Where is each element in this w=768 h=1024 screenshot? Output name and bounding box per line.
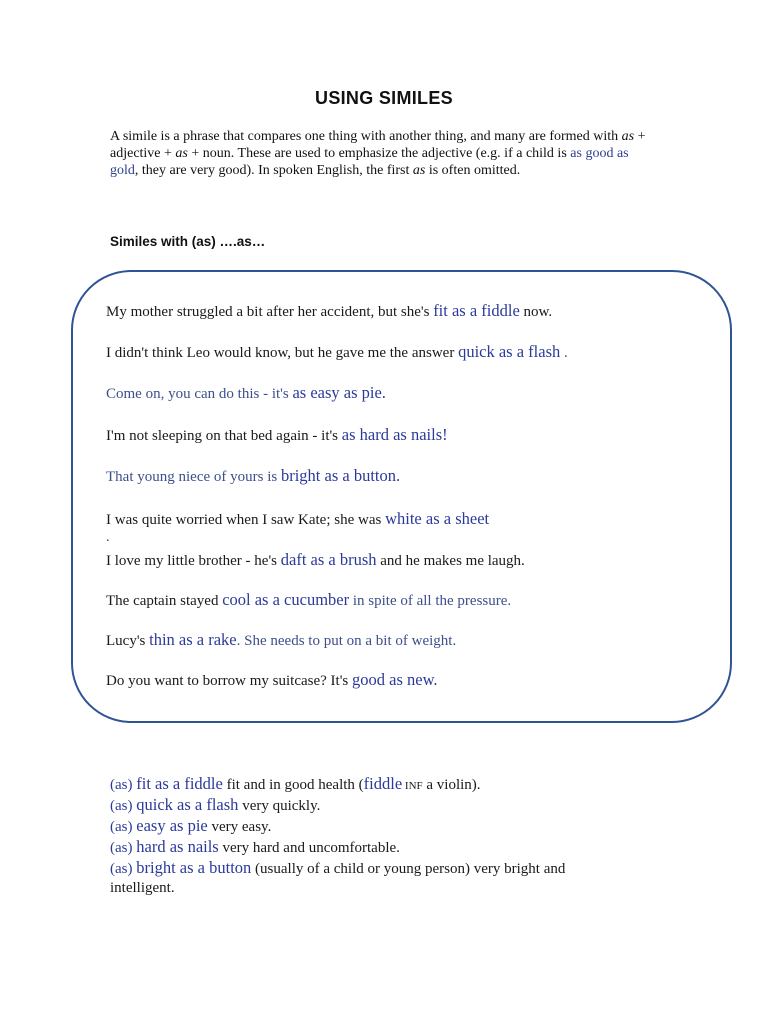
- example-simile: white as a sheet: [385, 509, 490, 528]
- intro-text-1: A simile is a phrase that compares one thing with another thing, and many are formed with: [110, 129, 622, 144]
- example-text: My mother struggled a bit after her accident, but she's: [106, 304, 434, 320]
- example-sentence: [106, 630, 456, 650]
- example-simile: as easy as pie: [292, 383, 382, 402]
- examples-box: [71, 270, 732, 723]
- example-text: and he makes me laugh.: [376, 553, 525, 569]
- example-text: .: [560, 345, 568, 361]
- glossary-term-secondary: fiddle: [363, 774, 403, 793]
- example-sentence: [106, 670, 438, 690]
- glossary-prefix: (as): [110, 777, 137, 793]
- example-sentence: [106, 550, 525, 570]
- example-simile: as hard as nails!: [341, 425, 448, 444]
- example-text: I'm not sleeping on that bed again - it's: [106, 428, 342, 444]
- example-text: .: [381, 383, 386, 402]
- glossary-definition: fit and in good health (: [222, 777, 364, 793]
- glossary-prefix: (as): [110, 798, 137, 814]
- glossary-definition: very hard and uncomfortable.: [218, 840, 400, 856]
- example-text: I love my little brother - he's: [106, 553, 281, 569]
- intro-text-2: + adjective +: [110, 129, 646, 161]
- example-text: The captain stayed: [106, 593, 223, 609]
- example-sentence: [106, 301, 552, 321]
- intro-text-4: , they are very good). In spoken English, the first: [134, 163, 413, 178]
- example-simile: daft as a brush: [280, 550, 377, 569]
- example-sentence: [106, 342, 568, 362]
- glossary-entry: [110, 774, 481, 794]
- section-subheading: Similes with (as) ….as…: [110, 234, 266, 249]
- glossary-prefix: (as): [110, 840, 137, 856]
- glossary-term: fit as a fiddle: [136, 774, 223, 793]
- example-text: That young niece of yours is: [106, 469, 281, 485]
- glossary-continuation: intelligent.: [110, 880, 175, 896]
- example-text: in spite of all the pressure.: [349, 593, 512, 609]
- stray-period: .: [106, 530, 110, 545]
- glossary-inf-label: INF: [402, 780, 423, 792]
- glossary-definition-end: a violin).: [422, 777, 481, 793]
- example-sentence: [106, 466, 400, 486]
- example-text: Lucy's: [106, 633, 150, 649]
- example-text: .: [396, 466, 401, 485]
- intro-example: as good as gold: [110, 146, 629, 178]
- glossary-term: quick as a flash: [136, 795, 239, 814]
- glossary-definition: very quickly.: [238, 798, 321, 814]
- example-sentence: [106, 425, 448, 445]
- example-sentence: [106, 590, 511, 610]
- glossary-definition: very easy.: [207, 819, 272, 835]
- example-text: Do you want to borrow my suitcase? It's: [106, 673, 352, 689]
- glossary-term: easy as pie: [136, 816, 208, 835]
- example-text: I was quite worried when I saw Kate; she was: [106, 512, 386, 528]
- intro-as-2: as: [175, 146, 188, 161]
- glossary-entry: [110, 858, 565, 878]
- example-text: Come on, you can do this - it's: [106, 386, 293, 402]
- glossary-entry: [110, 795, 320, 815]
- example-text: .: [433, 670, 438, 689]
- intro-paragraph: [110, 128, 655, 179]
- example-simile: fit as a fiddle: [433, 301, 520, 320]
- glossary-term: bright as a button: [136, 858, 252, 877]
- example-text: . She needs to put on a bit of weight.: [236, 633, 457, 649]
- example-simile: bright as a button: [280, 466, 396, 485]
- example-simile: thin as a rake: [149, 630, 237, 649]
- example-simile: good as new: [352, 670, 434, 689]
- example-sentence: [106, 509, 489, 529]
- example-sentence: [106, 383, 386, 403]
- glossary-entry: [110, 837, 400, 857]
- glossary-prefix: (as): [110, 819, 137, 835]
- glossary-entry: [110, 816, 271, 836]
- intro-text-5: is often omitted.: [425, 163, 521, 178]
- glossary-term: hard as nails: [136, 837, 219, 856]
- example-text: now.: [519, 304, 553, 320]
- glossary-definition: (usually of a child or young person) very bright and: [251, 861, 566, 877]
- intro-text-3: + noun. These are used to emphasize the adjective (e.g. if a child is: [187, 146, 571, 161]
- intro-as-1: as: [621, 129, 635, 144]
- example-simile: quick as a flash: [458, 342, 561, 361]
- intro-as-3: as: [412, 163, 426, 178]
- glossary-prefix: (as): [110, 861, 137, 877]
- page-title: USING SIMILES: [315, 88, 453, 108]
- example-text: I didn't think Leo would know, but he gave me the answer: [106, 345, 459, 361]
- example-simile: cool as a cucumber: [222, 590, 350, 609]
